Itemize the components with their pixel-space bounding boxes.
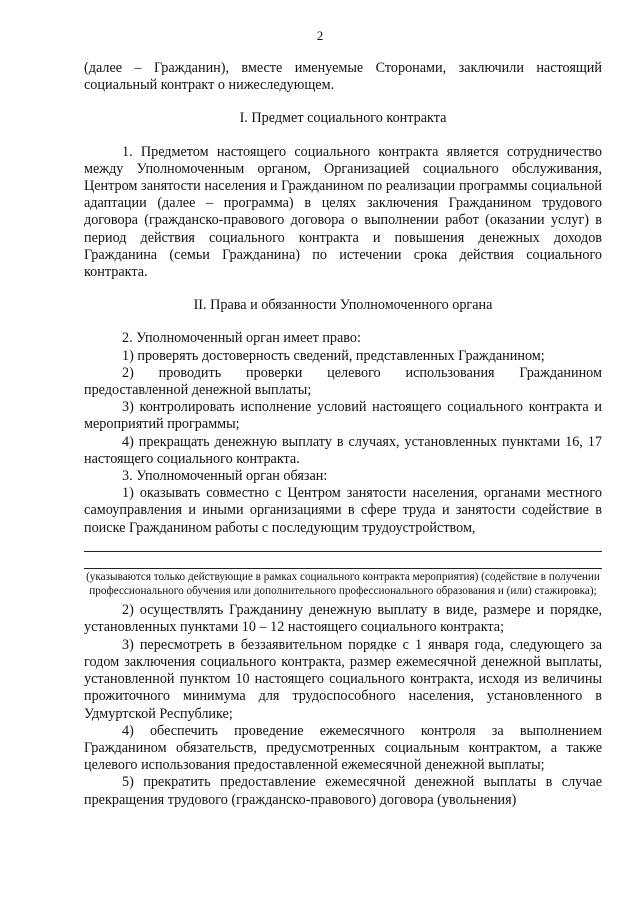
paragraph-3-5: 5) прекратить предоставление ежемесячной денежной выплаты в случае прекращения трудового (гражданско-правового) договора (увольнения): [84, 774, 602, 808]
section-2-title: II. Права и обязанности Уполномоченного органа: [193, 297, 493, 314]
paragraph-3-2: 2) осуществлять Гражданину денежную выплату в виде, размере и порядке, установленных пунктами 10 – 12 настоящего социального контракта;: [84, 602, 602, 636]
section-1-title: I. Предмет социального контракта: [239, 110, 447, 127]
paragraph-3: 3. Уполномоченный орган обязан:: [122, 468, 328, 485]
measures-note: (указываются только действующие в рамках социального контракта мероприятия) (содействие в получении профессионального обучения или дополнительного профессионального образования и (или) стажировка);: [86, 570, 600, 598]
page-number: 2: [316, 28, 324, 43]
paragraph-3-4: 4) обеспечить проведение ежемесячного контроля за выполнением Гражданином обязательств, предусмотренных социальным контрактом, а также целевого использования предоставленной ежемесячной денежной выплаты;: [84, 722, 602, 774]
paragraph-2-2: 2) проводить проверки целевого использования Гражданином предоставленной денежной выплаты;: [84, 364, 602, 399]
paragraph-3-3: 3) пересмотреть в беззаявительном порядке с 1 января года, следующего за годом заключения социального контракта, размер ежемесячной денежной выплаты, установленной пунктом 10 настоящего социального контракта, исходя из величины прожиточного минимума для трудоспособного населения, установленного в Удмуртской Республике;: [84, 636, 602, 722]
blank-underline-2: [84, 558, 602, 569]
intro-paragraph: (далее – Гражданин), вместе именуемые Сторонами, заключили настоящий социальный контракт о нижеследующем.: [84, 60, 602, 94]
paragraph-2-4: 4) прекращать денежную выплату в случаях, установленных пунктами 16, 17 настоящего социального контракта.: [84, 433, 602, 467]
document-body: [84, 60, 602, 809]
paragraph-2: 2. Уполномоченный орган имеет право:: [122, 330, 361, 347]
paragraph-2-1: 1) проверять достоверность сведений, представленных Гражданином;: [122, 347, 545, 364]
blank-underline: [84, 539, 602, 552]
paragraph-3-1: 1) оказывать совместно с Центром занятости населения, органами местного самоуправления и иными организациями в сфере труда и занятости содействие в поиске Гражданином работы с последующим трудоустройством,: [84, 485, 602, 536]
paragraph-1: 1. Предметом настоящего социального контракта является сотрудничество между Уполномоченным органом, Организацией социального обслуживания, Центром занятости населения и Гражданином по реализации программы социальной адаптации (далее – программа) в целях заключения Гражданином трудового договора (гражданско-правового договора о выполнении работ (оказании услуг) в период действия социального контракта и повышения денежных доходов Гражданина (семьи Гражданина) по истечении срока действия социального контракта.: [84, 143, 602, 281]
paragraph-2-3: 3) контролировать исполнение условий настоящего социального контракта и мероприятий программы;: [84, 399, 602, 433]
